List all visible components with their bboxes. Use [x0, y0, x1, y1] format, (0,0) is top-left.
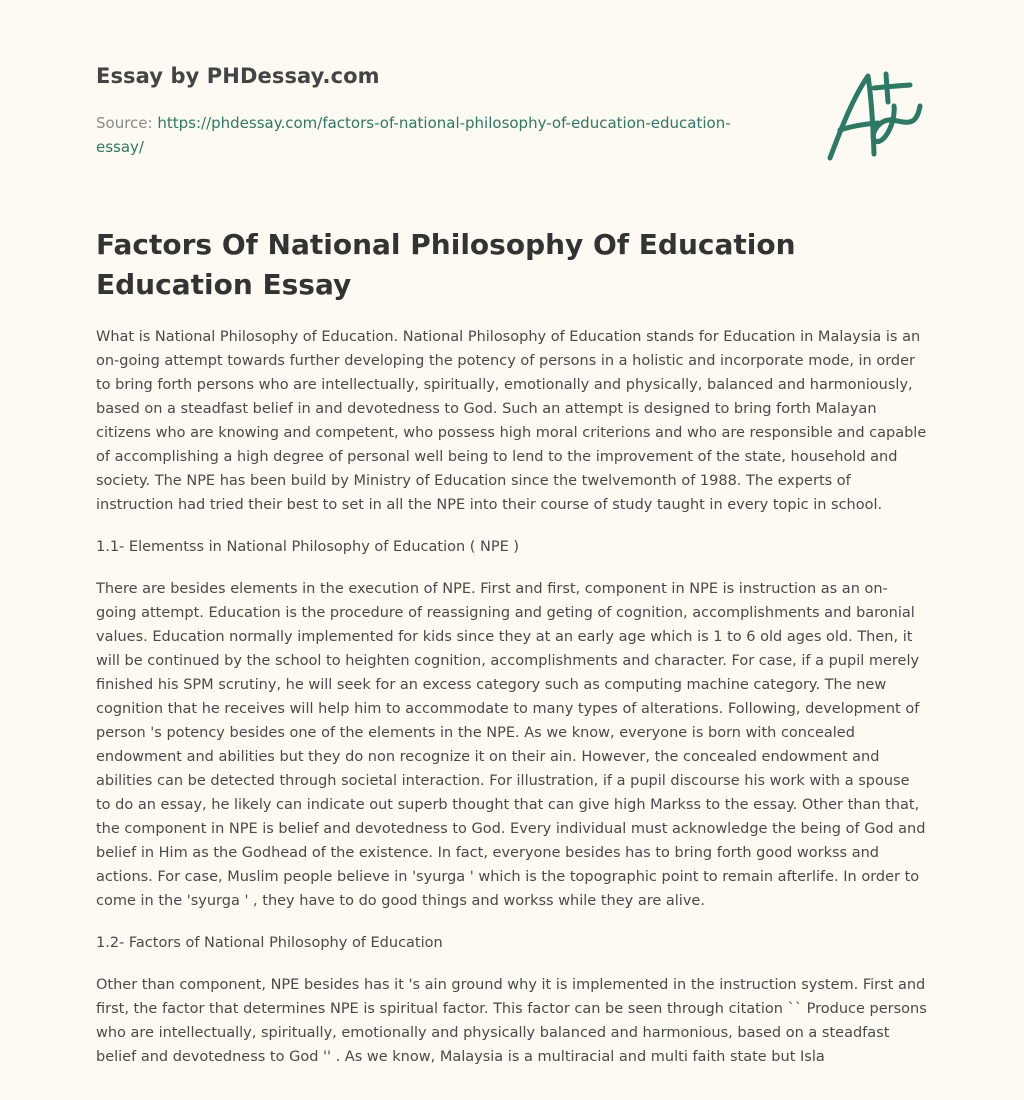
site-title: Essay by PHDessay.com [96, 64, 380, 88]
essay-title: Factors Of National Philosophy Of Education Education Essay [96, 228, 796, 301]
section-heading-factors: 1.2- Factors of National Philosophy of Education [96, 935, 443, 951]
a-plus-logo [818, 66, 930, 166]
paragraph-elements: There are besides elements in the execution of NPE. First and first, component in NPE is instruction as an on-going attempt. Education is the procedure of reassigning and geting of cognition, accomplishments and baronial values. Education normally implemented for kids since they at an early age which is 1 to 6 old ages old. Then, it will be continued by the school to heighten cognition, accomplishments and character. For case, if a pupil merely finished his SPM scrutiny, he will seek for an excess category such as computing machine category. The new cognition that he receives will help him to accommodate to many types of alterations. Following, development of person 's potency besides one of the elements in the NPE. As we know, everyone is born with concealed endowment and abilities but they do non recognize it on their ain. However, the concealed endowment and abilities can be detected through societal interaction. For illustration, if a pupil discourse his work with a spouse to do an essay, he likely can indicate out superb thought that can give high Markss to the essay. Other than that, the component in NPE is belief and devotedness to God. Every individual must acknowledge the being of God and belief in Him as the Godhead of the existence. In fact, everyone besides has to bring forth good workss and actions. For case, Muslim people believe in 'syurga ' which is the topographic point to remain afterlife. In order to come in the 'syurga ' , they have to do good things and workss while they are alive. [96, 581, 926, 909]
source-link[interactable]: https://phdessay.com/factors-of-national-philosophy-of-education-education-essay/ [96, 114, 731, 156]
paragraph-intro: What is National Philosophy of Education. National Philosophy of Education stands for Education in Malaysia is an on-going attempt towards further developing the potency of persons in a holistic and incorporate mode, in order to bring forth persons who are intellectually, spiritually, emotionally and physically, balanced and harmoniously, based on a steadfast belief in and devotedness to God. Such an attempt is designed to bring forth Malayan citizens who are knowing and competent, who possess high moral criterions and who are responsible and capable of accomplishing a high degree of personal well being to lend to the improvement of the state, household and society. The NPE has been build by Ministry of Education since the twelvemonth of 1988. The experts of instruction had tried their best to set in all the NPE into their course of study taught in every topic in school. [96, 329, 927, 513]
source-line [96, 111, 756, 159]
section-heading-elements: 1.1- Elementss in National Philosophy of Education ( NPE ) [96, 539, 520, 555]
paragraph-factors: Other than component, NPE besides has it 's ain ground why it is implemented in the instruction system. First and first, the factor that determines NPE is spiritual factor. This factor can be seen through citation `` Produce persons who are intellectually, spiritually, emotionally and physically balanced and harmonious, based on a steadfast belief and devotedness to God '' . As we know, Malaysia is a multiracial and multi faith state but Isla [96, 977, 927, 1065]
a-plus-logo-icon [818, 66, 930, 166]
source-label: Source: [96, 114, 153, 132]
essay-body [96, 325, 928, 1087]
